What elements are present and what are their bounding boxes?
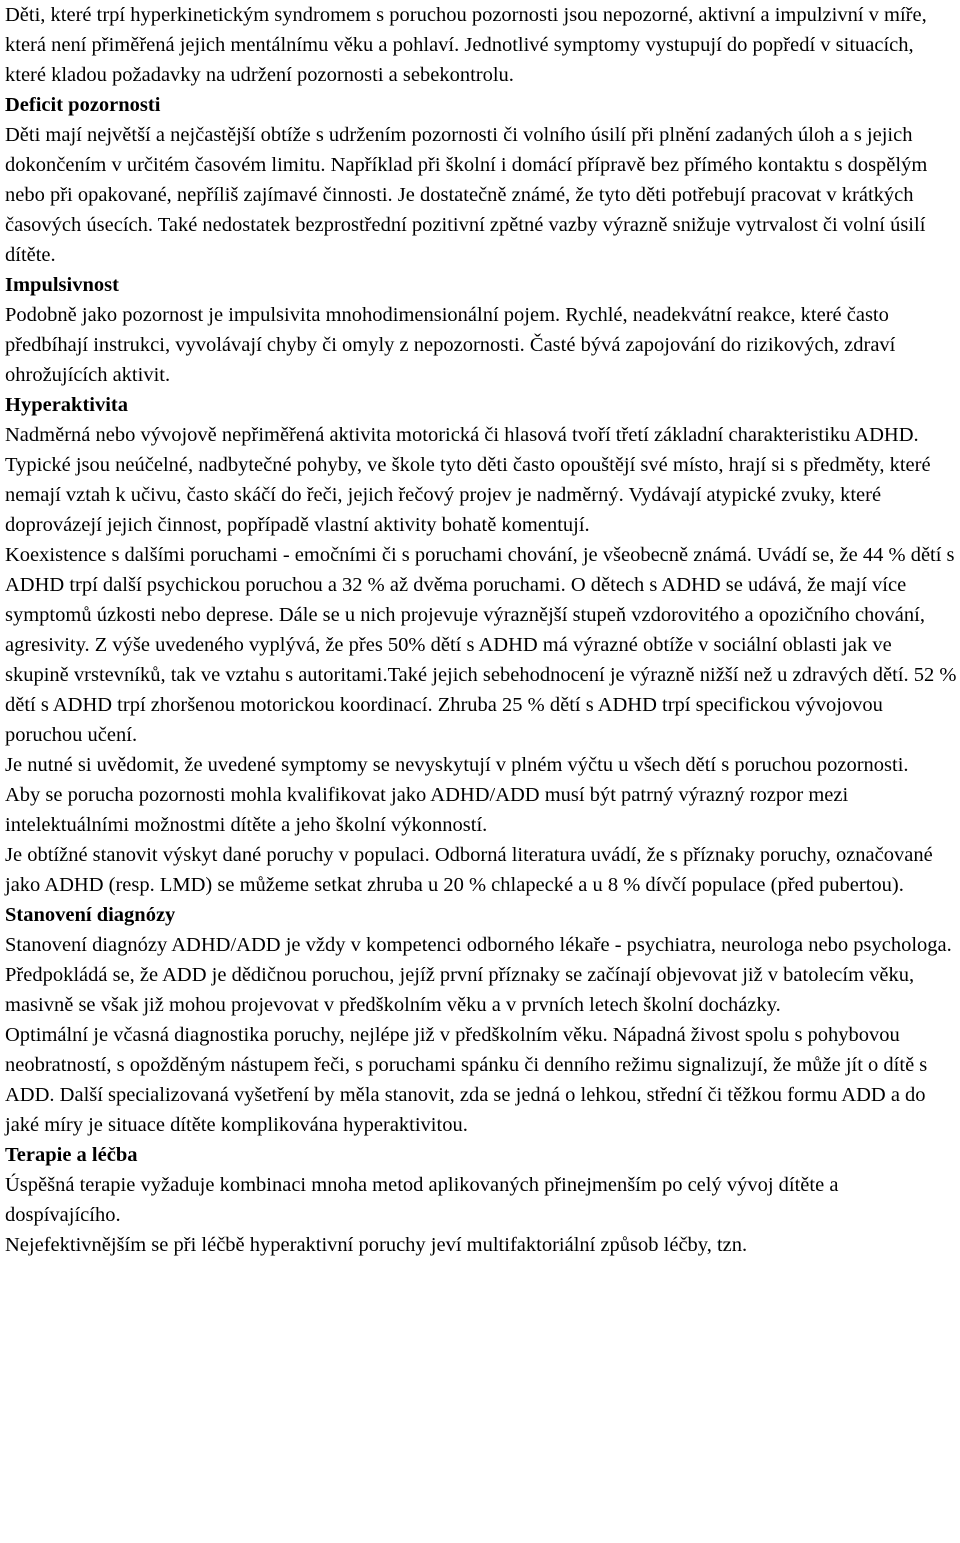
heading-hyperaktivita: Hyperaktivita (5, 394, 128, 416)
heading-terapie-a-lecba: Terapie a léčba (5, 1144, 138, 1166)
impulsivnost-paragraph: Podobně jako pozornost je impulsivita mnohodimensionální pojem. Rychlé, neadekvátní reakce, které často předbíhají instrukci, vyvolávají chyby či omyly z nepozornosti. Časté bývá zapojování do rizikových, zdraví ohrožujících aktivit. (5, 304, 896, 386)
deficit-paragraph: Děti mají největší a nejčastější obtíže s udržením pozornosti či volního úsilí při plnění zadaných úloh a s jejich dokončením v určitém časovém limitu. Například při školní i domácí přípravě bez přímého kontaktu s dospělým nebo při opakované, nepříliš zajímavé činnosti. Je dostatečně známé, že tyto děti potřebují pracovat v krátkých časových úsecích. Také nedostatek bezprostřední pozitivní zpětné vazby výrazně snižuje vytrvalost či volní úsilí dítěte. (5, 124, 928, 266)
vyskyt-paragraph: Je obtížné stanovit výskyt dané poruchy v populaci. Odborná literatura uvádí, že s příznaky poruchy, označované jako ADHD (resp. LMD) se můžeme setkat zhruba u 20 % chlapecké a u 8 % dívčí populace (před pubertou). (5, 844, 933, 896)
lecba-paragraph: Nejefektivnějším se při léčbě hyperaktivní poruchy jeví multifaktoriální způsob léčby, tzn. (5, 1234, 748, 1256)
heading-impulsivnost: Impulsivnost (5, 274, 119, 296)
terapie-paragraph: Úspěšná terapie vyžaduje kombinaci mnoha metod aplikovaných přinejmenším po celý vývoj dítěte a dospívajícího. (5, 1174, 839, 1226)
diagnoza-paragraph: Stanovení diagnózy ADHD/ADD je vždy v kompetenci odborného lékaře - psychiatra, neurologa nebo psychologa. (5, 934, 952, 956)
hyperaktivita-paragraph: Nadměrná nebo vývojově nepřiměřená aktivita motorická či hlasová tvoří třetí základní charakteristiku ADHD. Typické jsou neúčelné, nadbytečné pohyby, ve škole tyto děti často opouštějí své místo, hrají si s předměty, které nemají vztah k učivu, často skáčí do řeči, jejich řečový projev je nadměrný. Vydávají atypické zvuky, které doprovázejí jejich činnost, popřípadě vlastní aktivity bohatě komentují. (5, 424, 931, 536)
dedicnost-paragraph: Předpokládá se, že ADD je dědičnou poruchou, jejíž první příznaky se začínají objevovat již v batolecím věku, masivně se však již mohou projevovat v předškolním věku a v prvních letech školní docházky. (5, 964, 915, 1016)
koexistence-paragraph: Koexistence s dalšími poruchami - emočními či s poruchami chování, je všeobecně známá. Uvádí se, že 44 % dětí s ADHD trpí další psychickou poruchou a 32 % až dvěma poruchami. O dětech s ADHD se udává, že mají více symptomů úzkosti nebo deprese. Dále se u nich projevuje výraznější stupeň vzdorovitého a opozičního chování, agresivity. Z výše uvedeného vyplývá, že přes 50% dětí s ADHD má výrazné obtíže v sociální oblasti jak ve skupině vrstevníků, tak ve vztahu s autoritami.Také jejich sebehodnocení je výrazně nižší než u zdravých dětí. 52 % dětí s ADHD trpí zhoršenou motorickou koordinací. Zhruba 25 % dětí s ADHD trpí specifickou vývojovou poruchou učení. (5, 544, 957, 746)
intro-paragraph: Děti, které trpí hyperkinetickým syndromem s poruchou pozornosti jsou nepozorné, aktivní a impulzivní v míře, která není přiměřená jejich mentálnímu věku a pohlaví. Jednotlivé symptomy vystupují do popředí v situacích, které kladou požadavky na udržení pozornosti a sebekontrolu. (5, 4, 927, 86)
heading-deficit-pozornosti: Deficit pozornosti (5, 94, 161, 116)
diagnostika-paragraph: Optimální je včasná diagnostika poruchy, nejlépe již v předškolním věku. Nápadná živost spolu s pohybovou neobratností, s opožděným nástupem řeči, s poruchami spánku či denního režimu signalizují, že může jít o dítě s ADD. Další specializovaná vyšetření by měla stanovit, zda se jedná o lehkou, střední či těžkou formu ADD a do jaké míry je situace dítěte komplikována hyperaktivitou. (5, 1024, 928, 1136)
symptomy-paragraph: Je nutné si uvědomit, že uvedené symptomy se nevyskytují v plném výčtu u všech dětí s poruchou pozornosti. (5, 754, 909, 776)
kvalifikace-paragraph: Aby se porucha pozornosti mohla kvalifikovat jako ADHD/ADD musí být patrný výrazný rozpor mezi intelektuálními možnostmi dítěte a jeho školní výkonností. (5, 784, 849, 836)
heading-stanoveni-diagnozy: Stanovení diagnózy (5, 904, 176, 926)
